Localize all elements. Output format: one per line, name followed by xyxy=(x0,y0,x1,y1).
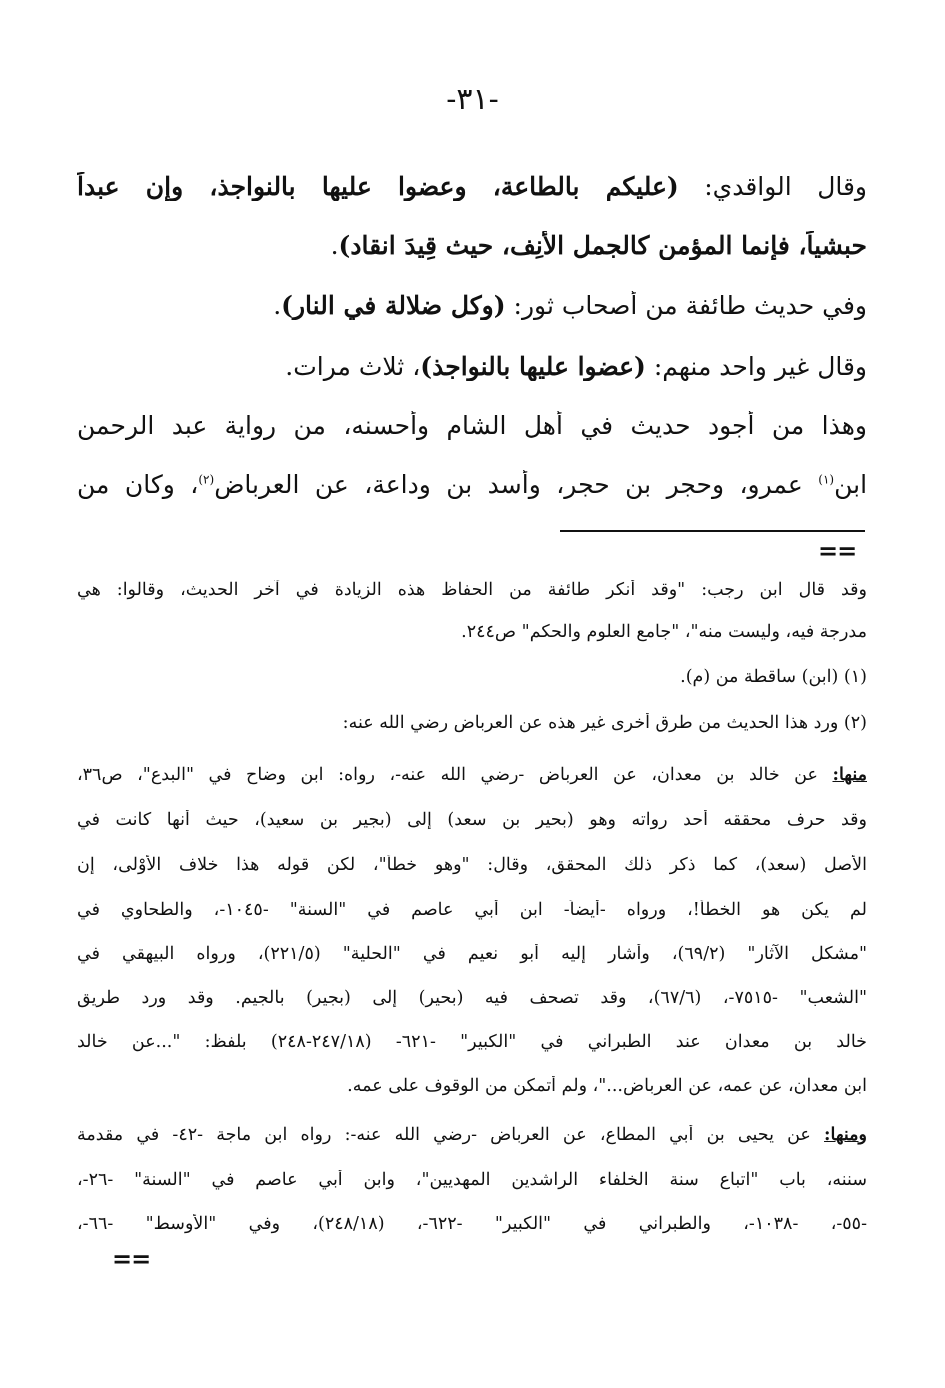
main-line-1 xyxy=(77,172,867,201)
footnote-2: (٢) ورد هذا الحديث من طرق أخرى غير هذه عن العرباض رضي الله عنه: xyxy=(342,713,867,733)
footnote-2-para-2-line-2: سننه، باب "اتباع سنة الخلفاء الراشدين المهديين"، وابن أبي عاصم في "السنة" -٢٦-، xyxy=(77,1170,867,1190)
para-2-line-1-text: عن يحيى بن أبي المطاع، عن العرباض -رضي الله عنه-: رواه ابن ماجة -٤٢- في مقدمة xyxy=(77,1125,825,1145)
main-line-4-text: وقال غير واحد منهم: xyxy=(645,352,867,381)
main-line-6 xyxy=(77,470,867,499)
main-line-4-quote: (عضوا عليها بالنواجذ) xyxy=(420,352,646,381)
footnote-rule xyxy=(560,530,865,532)
footnote-2-para-1-line-4: لم يكن هو الخطأ!، ورواه -أيضاً- ابن أبي عاصم في "السنة" -١٠٤٥-، والطحاوي في xyxy=(77,900,867,920)
footnote-2-para-2-line-3: -٥٥-، -١٠٣٨-، والطبراني في "الكبير" -٦٢٢-، (٢٤٨/١٨)، وفي "الأوسط" -٦٦-، xyxy=(77,1214,867,1234)
main-line-1-quote: (عليكم بالطاعة، وعضوا عليها بالنواجذ، وإن عبداً xyxy=(77,172,679,201)
main-line-3-quote: (وكل ضلالة في النار) xyxy=(281,291,506,320)
main-line-6-b: عمرو، وحجر بن حجر، وأسد بن وداعة، عن العرباض xyxy=(214,470,819,499)
main-line-2-quote: حبشياً، فإنما المؤمن كالجمل الأنِف، حيث قِيدَ انقاد) xyxy=(338,231,867,260)
para-1-label: منها: xyxy=(832,765,867,785)
main-line-4-end: ، ثلاث مرات. xyxy=(285,352,421,381)
footnote-2-para-1-line-2: وقد حرف محققه أحد رواته وهو (بحير بن سعد) إلى (بجير بن سعيد)، حيث أنها كانت في xyxy=(77,810,867,830)
continuation-mark-bottom: == xyxy=(112,1244,151,1273)
footnote-2-para-1-line-3: الأصل (سعد)، كما ذكر ذلك المحقق، وقال: "وهو خطأ"، لكن قوله هذا خلاف الأَوْلى، إن xyxy=(77,855,867,875)
footnote-2-para-1-line-8: ابن معدان، عن عمه، عن العرباض..."، ولم أتمكن من الوقوف على عمه. xyxy=(347,1076,867,1096)
footnote-2-para-1-line-7: خالد بن معدان عند الطبراني في "الكبير" -٦٢١- (٢٤٧/١٨-٢٤٨) بلفظ: "...عن خالد xyxy=(77,1032,867,1052)
main-line-5-text: وهذا من أجود حديث في أهل الشام وأحسنه، من رواية عبد الرحمن xyxy=(77,411,867,440)
footnote-2-para-1-line-5: "مشكل الآثار" (٦٩/٢)، وأشار إليه أبو نعيم في "الحلية" (٢٢١/٥)، ورواه البيهقي في xyxy=(77,944,867,964)
footnote-ref-2[interactable]: (٢) xyxy=(198,472,215,487)
para-1-line-1-text: عن خالد بن معدان، عن العرباض -رضي الله عنه-، رواه: ابن وضاح في "البدع"، ص٣٦، xyxy=(77,765,833,785)
main-line-3-text: وفي حديث طائفة من أصحاب ثور: xyxy=(505,291,867,320)
main-line-2-end: . xyxy=(330,231,339,260)
footnote-intro-line-2: مدرجة فيه، وليست منه"، "جامع العلوم والحكم" ص٢٤٤. xyxy=(461,622,867,642)
continuation-mark-top: == xyxy=(818,536,857,565)
main-line-6-c: ، وكان من xyxy=(77,470,199,499)
footnote-2-para-1-line-1 xyxy=(77,765,867,785)
footnote-intro-line-1: وقد قال ابن رجب: "وقد أنكر طائفة من الحفاظ هذه الزيادة في آخر الحديث، وقالوا: هي xyxy=(77,580,867,600)
para-2-label: ومنها: xyxy=(824,1125,867,1145)
main-line-6-a: ابن xyxy=(834,470,867,499)
footnote-2-para-2-line-1 xyxy=(77,1125,867,1145)
main-line-3-end: . xyxy=(273,291,282,320)
page-number: -٣١- xyxy=(446,82,499,117)
footnote-ref-1[interactable]: (١) xyxy=(818,472,835,487)
main-line-4 xyxy=(77,352,867,381)
main-line-2 xyxy=(77,231,867,260)
footnote-2-para-1-line-6: "الشعب" -٧٥١٥-، (٦٧/٦)، وقد تصحف فيه (بحير) إلى (بجير) بالجيم. وقد ورد طريق xyxy=(77,988,867,1008)
main-line-1-text: وقال الواقدي: xyxy=(678,172,867,201)
main-line-5 xyxy=(77,411,867,440)
main-line-3 xyxy=(77,291,867,320)
footnote-1: (١) (ابن) ساقطة من (م). xyxy=(680,667,867,687)
